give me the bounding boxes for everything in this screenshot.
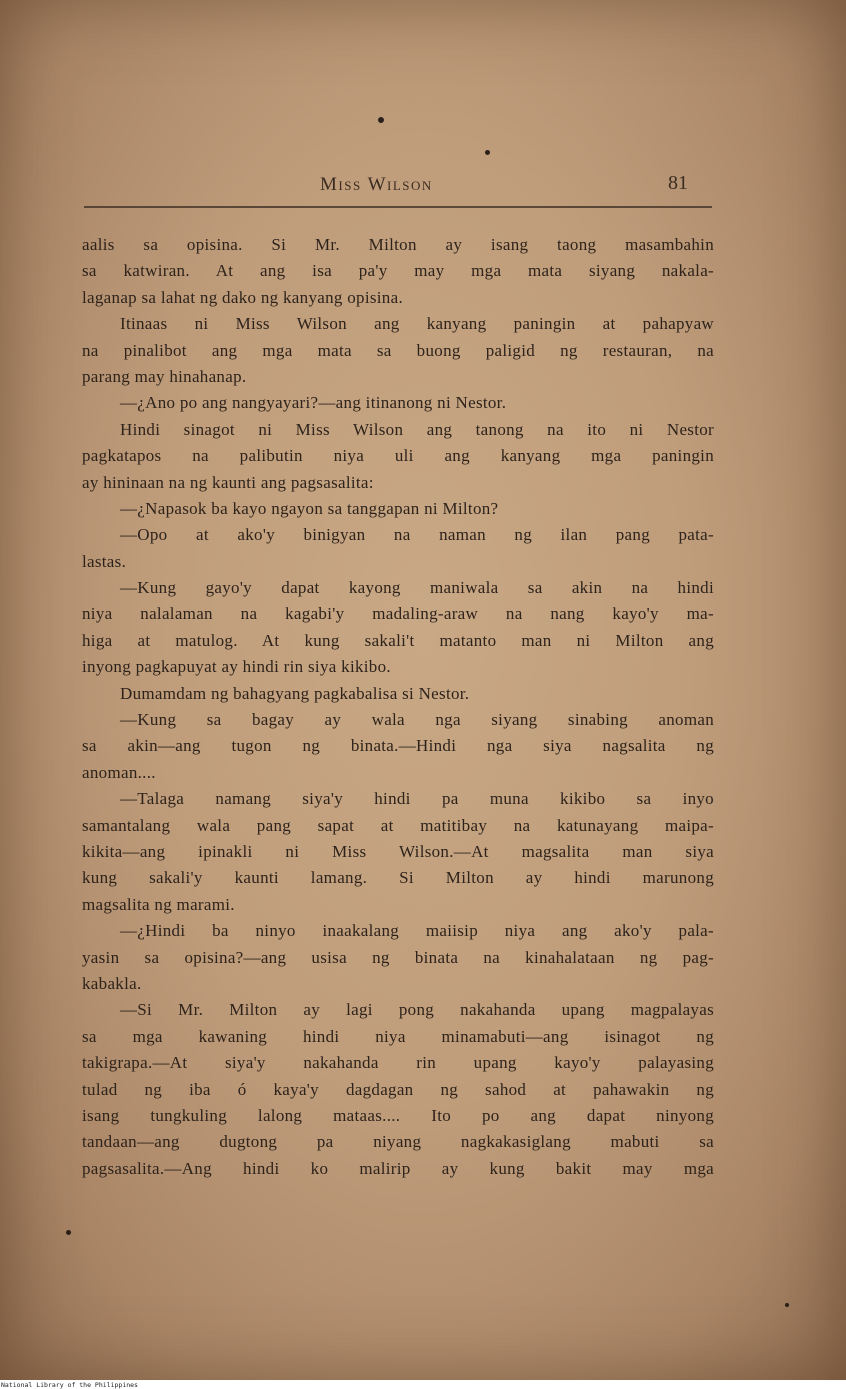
text-line: samantalang wala pang sapat at matitibay na katunayang maipa-: [82, 815, 714, 835]
text-line: —¿Ano po ang nangyayari?—ang itinanong ni Nestor.: [120, 393, 507, 413]
text-line: sa katwiran. At ang isa pa'y may mga mata siyang nakala-: [82, 261, 714, 281]
text-line: sa mga kawaning hindi niya minamabuti—ang isinagot ng: [82, 1026, 714, 1046]
text-line: inyong pagkapuyat ay hindi rin siya kikibo.: [82, 657, 391, 677]
print-speck: [785, 1303, 789, 1307]
text-line: Itinaas ni Miss Wilson ang kanyang paningin at pahapyaw: [120, 314, 714, 334]
page-header: [84, 170, 712, 210]
text-line: —¿Napasok ba kayo ngayon sa tanggapan ni Milton?: [120, 498, 499, 518]
text-line: niya nalalaman na kagabi'y madaling-araw na nang kayo'y ma-: [82, 604, 714, 624]
text-line: anoman....: [82, 762, 156, 782]
text-line: isang tungkuling lalong mataas.... Ito po ang dapat ninyong: [82, 1105, 714, 1125]
running-title: Miss Wilson: [320, 174, 433, 195]
text-line: takigrapa.—At siya'y nakahanda rin upang kayo'y palayasing: [82, 1053, 714, 1073]
text-line: —Si Mr. Milton ay lagi pong nakahanda upang magpalayas: [120, 1000, 714, 1020]
header-rule: [84, 206, 712, 208]
text-line: pagsasalita.—Ang hindi ko malirip ay kung bakit may mga: [82, 1158, 714, 1178]
text-line: —Kung gayo'y dapat kayong maniwala sa akin na hindi: [120, 578, 714, 598]
text-line: tandaan—ang dugtong pa niyang nagkakasiglang mabuti sa: [82, 1132, 714, 1152]
print-speck: [485, 150, 490, 155]
library-credit: National Library of the Philippines: [1, 1381, 138, 1389]
text-line: tulad ng iba ó kaya'y dagdagan ng sahod at pahawakin ng: [82, 1079, 714, 1099]
text-line: —Talaga namang siya'y hindi pa muna kikibo sa inyo: [120, 789, 714, 809]
text-line: kabakla.: [82, 973, 142, 993]
print-speck: [378, 117, 384, 123]
text-line: sa akin—ang tugon ng binata.—Hindi nga siya nagsalita ng: [82, 736, 714, 756]
text-line: —¿Hindi ba ninyo inaakalang maiisip niya ang ako'y pala-: [120, 921, 714, 941]
text-line: parang may hinahanap.: [82, 366, 247, 386]
text-line: kikita—ang ipinakli ni Miss Wilson.—At magsalita man siya: [82, 841, 714, 861]
print-speck: [66, 1230, 71, 1235]
text-line: kung sakali'y kaunti lamang. Si Milton ay hindi marunong: [82, 868, 714, 888]
text-line: —Kung sa bagay ay wala nga siyang sinabing anoman: [120, 710, 714, 730]
text-line: pagkatapos na palibutin niya uli ang kanyang mga paningin: [82, 446, 714, 466]
text-line: aalis sa opisina. Si Mr. Milton ay isang taong masambahin: [82, 235, 714, 254]
text-line: magsalita ng marami.: [82, 894, 235, 914]
text-line: higa at matulog. At kung sakali't matanto man ni Milton ang: [82, 630, 714, 650]
text-line: yasin sa opisina?—ang usisa ng binata na kinahalataan ng pag-: [82, 947, 714, 967]
body-text: [82, 232, 714, 1182]
text-line: laganap sa lahat ng dako ng kanyang opisina.: [82, 287, 404, 307]
text-line: —Opo at ako'y binigyan na naman ng ilan pang pata-: [120, 525, 714, 545]
text-line: Hindi sinagot ni Miss Wilson ang tanong na ito ni Nestor: [120, 419, 714, 439]
text-line: Dumamdam ng bahagyang pagkabalisa si Nestor.: [120, 683, 470, 703]
page-number: 81: [668, 172, 688, 194]
text-line: na pinalibot ang mga mata sa buong paligid ng restauran, na: [82, 340, 714, 360]
text-line: lastas.: [82, 551, 127, 571]
text-line: ay hininaan na ng kaunti ang pagsasalita:: [82, 472, 374, 492]
